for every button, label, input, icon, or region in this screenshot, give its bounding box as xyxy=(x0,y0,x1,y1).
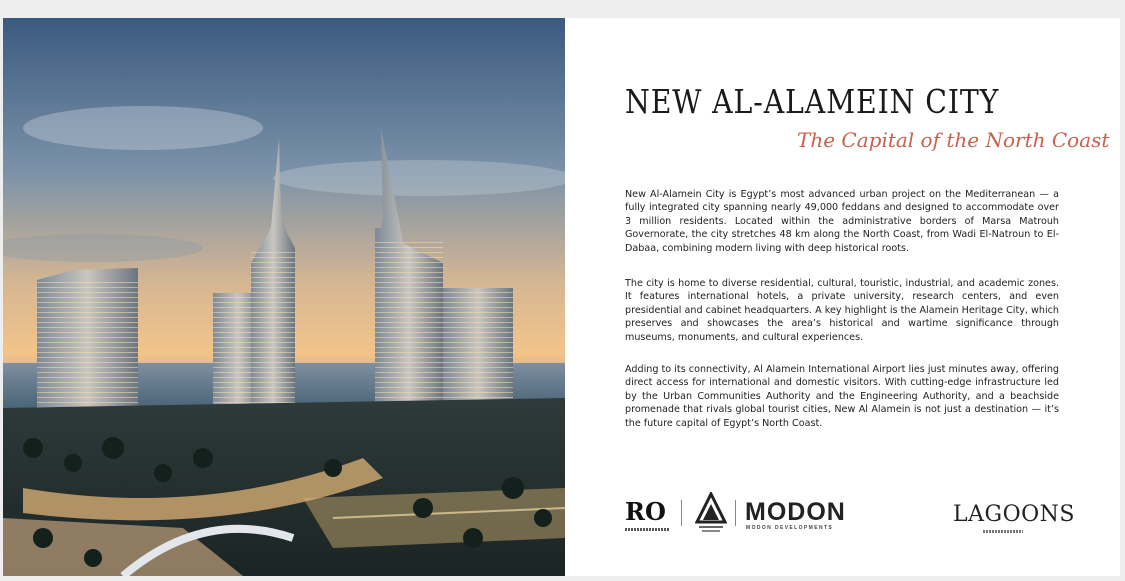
lagoons-logo-arabic-text xyxy=(983,530,1023,533)
city-rendering-image xyxy=(3,18,565,576)
page-title: NEW AL-ALAMEIN CITY xyxy=(625,82,1000,121)
logo-divider xyxy=(735,500,736,526)
page-subtitle: The Capital of the North Coast xyxy=(797,128,1110,152)
ro-logo-arabic-text xyxy=(625,528,669,531)
paragraph-connectivity: Adding to its connectivity, Al Alamein International Airport lies just minutes away, offering direct access for international and domestic visitors. With cutting-edge infrastructure led by the Urban Communities Authority and the Engineering Authority, and a beachside promenade that rivals global tourist cities, New Al Alamein is not just a destination — it’s the future capital of Egypt’s North Coast. xyxy=(625,364,1059,429)
text-panel xyxy=(565,18,1120,576)
modon-developments-label: MODON DEVELOPMENTS xyxy=(746,525,834,531)
modon-logo: MODON xyxy=(745,498,846,526)
paragraph-overview: New Al-Alamein City is Egypt’s most advanced urban project on the Mediterranean — a fully integrated city spanning nearly 49,000 feddans and designed to accommodate over 3 million residents. Located within the administrative borders of Marsa Matrouh Governorate, the city stretches 48 km along the North Coast, from Wadi El-Natroun to El-Dabaa, combining modern living with deep historical roots. xyxy=(625,189,1059,254)
logo-divider xyxy=(681,500,682,526)
paragraph-zones: The city is home to diverse residential, cultural, touristic, industrial, and academic zones. It features international hotels, a private university, research centers, and even presidential and cabinet headquarters. A key highlight is the Alamein Heritage City, which preserves and showcases the area’s historical and wartime significance through museums, monuments, and cultural experiences. xyxy=(625,278,1059,343)
partner-logos xyxy=(565,490,1120,550)
modon-emblem-icon xyxy=(695,492,727,539)
ro-logo: RO xyxy=(625,497,666,526)
brochure-page xyxy=(3,18,1120,576)
lagoons-logo: LAGOONS xyxy=(953,502,1075,527)
